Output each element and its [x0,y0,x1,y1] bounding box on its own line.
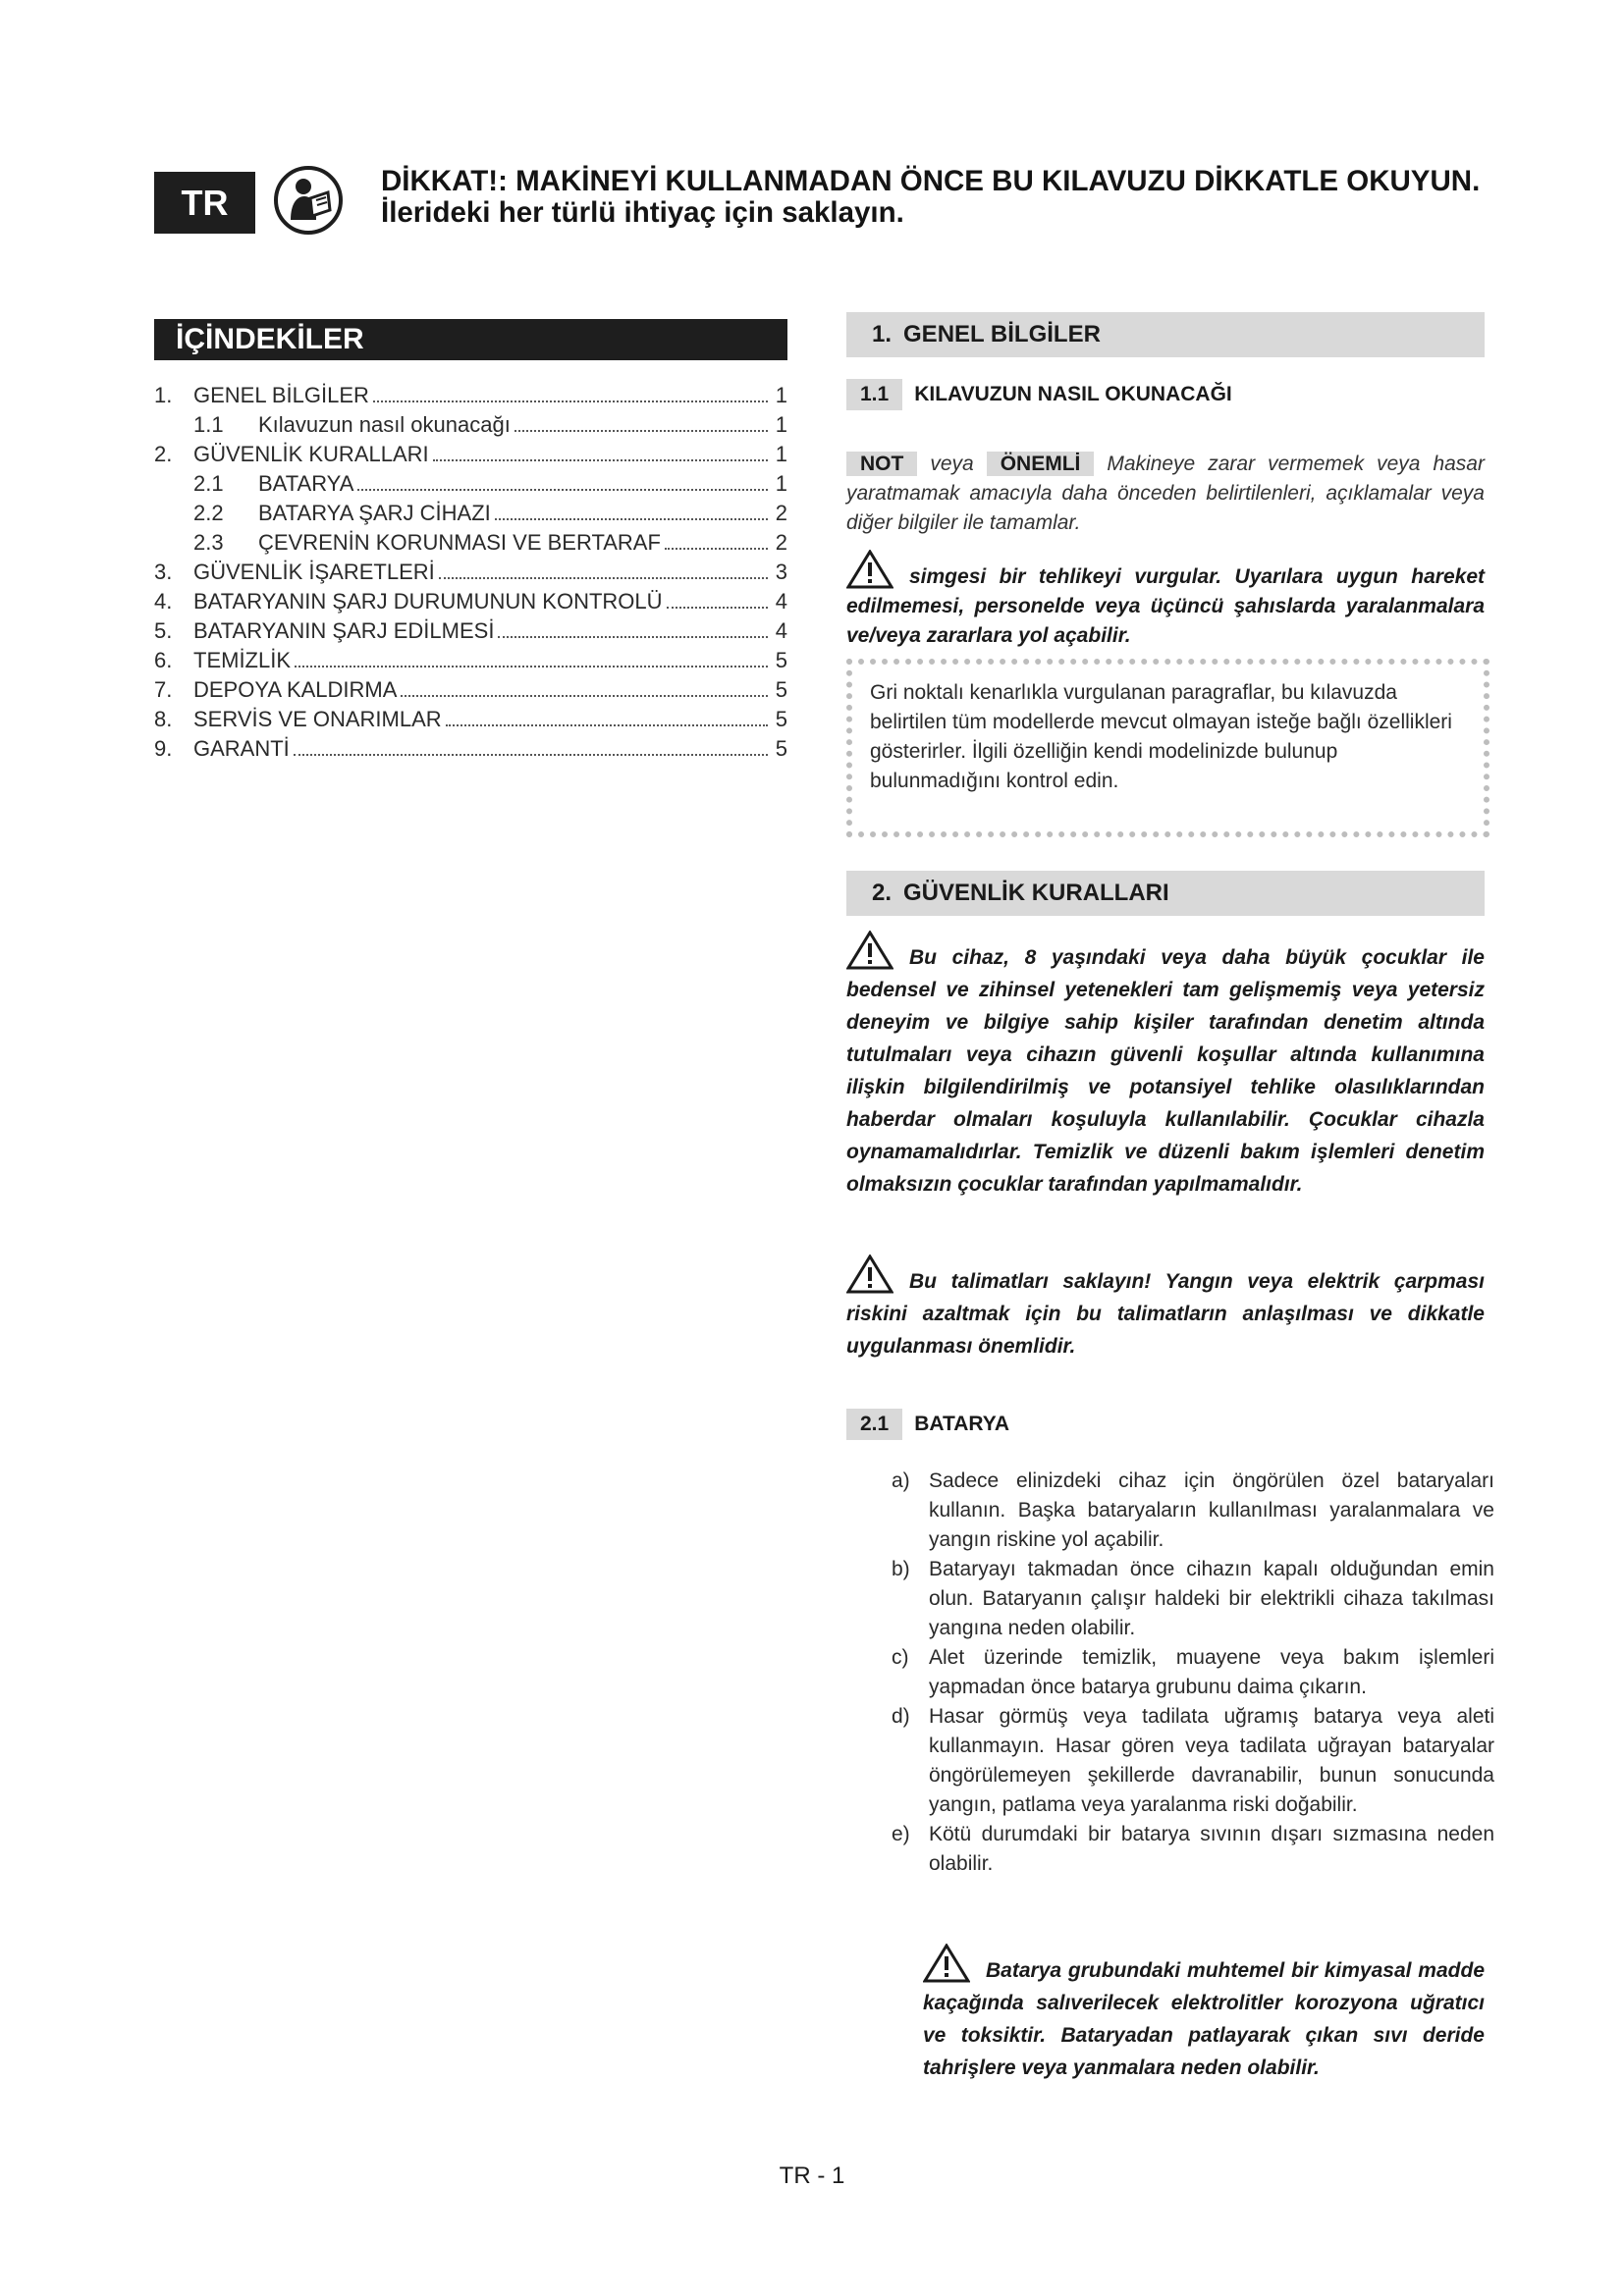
optional-features-box: Gri noktalı kenarlıkla vurgulanan paragraflar, bu kılavuzda belirtilen tüm modellerde mevcut olmayan isteğe bağlı özellikleri gösterirler. İlgili özelliğin kendi modelinizde bulunup bulunmadığını kontrol edin. [846,659,1489,837]
toc-item[interactable]: 8. SERVİS VE ONARIMLAR 5 [154,707,787,731]
page-number: TR - 1 [779,2163,845,2189]
warning-triangle-icon [846,1255,893,1294]
toc-item[interactable]: 2.2 BATARYA ŞARJ CİHAZI 2 [193,501,787,525]
toc-item[interactable]: 1. GENEL BİLGİLER 1 [154,383,787,407]
list-item: e) Kötü durumdaki bir batarya sıvının dışarı sızmasına neden olabilir. [892,1823,1494,1875]
electrolyte-warning-paragraph: Batarya grubundaki muhtemel bir kimyasal madde kaçağında salıverilecek elektrolitler korozyona uğratıcı ve toksiktir. Bataryadan patlayarak çıkan sıvı deride tahrişlere veya yanmalara neden olabilir. [923,1944,1485,2084]
toc-item[interactable]: 2.3 ÇEVRENİN KORUNMASI VE BERTARAF 2 [193,530,787,555]
read-manual-icon [273,165,344,236]
toc-title: İÇİNDEKİLER [154,319,787,360]
toc-item[interactable]: 5. BATARYANIN ŞARJ EDİLMESİ 4 [154,618,787,643]
header-warning-title: DİKKAT!: MAKİNEYİ KULLANMADAN ÖNCE BU KILAVUZU DİKKATLE OKUYUN. [381,165,1481,197]
toc-item[interactable]: 3. GÜVENLİK İŞARETLERİ 3 [154,560,787,584]
warning-triangle-icon [923,1944,970,1983]
toc-item[interactable]: 1.1 Kılavuzun nasıl okunacağı 1 [193,412,787,437]
important-tag: ÖNEMLİ [987,452,1095,476]
section-2-heading: 2. GÜVENLİK KURALLARI [846,871,1485,916]
toc-item[interactable]: 2.1 BATARYA 1 [193,471,787,496]
list-item: c) Alet üzerinde temizlik, muayene veya bakım işlemleri yapmadan önce batarya grubunu daima çıkarın. [892,1646,1494,1698]
list-item: a) Sadece elinizdeki cihaz için öngörülen özel bataryaları kullanın. Başka bataryaların kullanılması yaralanmalara ve yangın riskine yol açabilir. [892,1469,1494,1551]
save-instructions-paragraph: Bu talimatları saklayın! Yangın veya elektrik çarpması riskini azaltmak için bu talimatların anlaşılması ve dikkatle uygulanması önemlidir. [846,1255,1485,1362]
list-item: b) Bataryayı takmadan önce cihazın kapalı olduğundan emin olun. Bataryanın çalışır haldeki bir elektrikli cihaza takılması yangına neden olabilir. [892,1558,1494,1639]
language-badge: TR [154,172,255,234]
toc-item[interactable]: 7. DEPOYA KALDIRMA 5 [154,677,787,702]
children-warning-paragraph: Bu cihaz, 8 yaşındaki veya daha büyük çocuklar ile bedensel ve zihinsel yetenekleri tam gelişmemiş veya yetersiz deneyim ve bilgiye sahip kişiler tarafından denetim altında tutulmaları veya cihazın güvenli koşullar altında kullanımına ilişkin bilgilendirilmiş ve potansiyel tehlike olasılıklarından haberdar olmaları koşuluyla kullanılabilir. Çocuklar cihazla oynamamalıdırlar. Temizlik ve düzenli bakım işlemleri denetim olmaksızın çocuklar tarafından yapılmamalıdır. [846,931,1485,1201]
list-item: d) Hasar görmüş veya tadilata uğramış batarya veya aleti kullanmayın. Hasar gören veya tadilata uğrayan bataryalar öngörülemeyen şekillerde davranabilir, bunun sonucunda yangın, patlama veya yaralanma riski doğabilir. [892,1705,1494,1816]
header-warning-subtitle: İlerideki her türlü ihtiyaç için saklayın. [381,196,904,229]
note-tag: NOT [846,452,917,476]
warning-symbol-paragraph: simgesi bir tehlikeyi vurgular. Uyarılara uygun hareket edilmemesi, personelde veya üçüncü şahıslarda yaralanmalara ve/veya zararlara yol açabilir. [846,550,1485,651]
section-1-1-heading: 1.1 KILAVUZUN NASIL OKUNACAĞI [846,377,1232,412]
section-1-heading: 1. GENEL BİLGİLER [846,312,1485,357]
note-paragraph: NOT veya ÖNEMLİ Makineye zarar vermemek veya hasar yaratmamak amacıyla daha önceden belirtilenleri, açıklamalar veya diğer bilgiler ile tamamlar. [846,453,1485,534]
toc-item[interactable]: 4. BATARYANIN ŞARJ DURUMUNUN KONTROLÜ 4 [154,589,787,614]
section-2-1-heading: 2.1 BATARYA [846,1407,1009,1442]
table-of-contents [154,381,787,764]
toc-item[interactable]: 6. TEMİZLİK 5 [154,648,787,672]
toc-item[interactable]: 9. GARANTİ 5 [154,736,787,761]
toc-item[interactable]: 2. GÜVENLİK KURALLARI 1 [154,442,787,466]
warning-triangle-icon [846,550,893,589]
warning-triangle-icon [846,931,893,970]
battery-rules-list [892,1467,1494,1879]
